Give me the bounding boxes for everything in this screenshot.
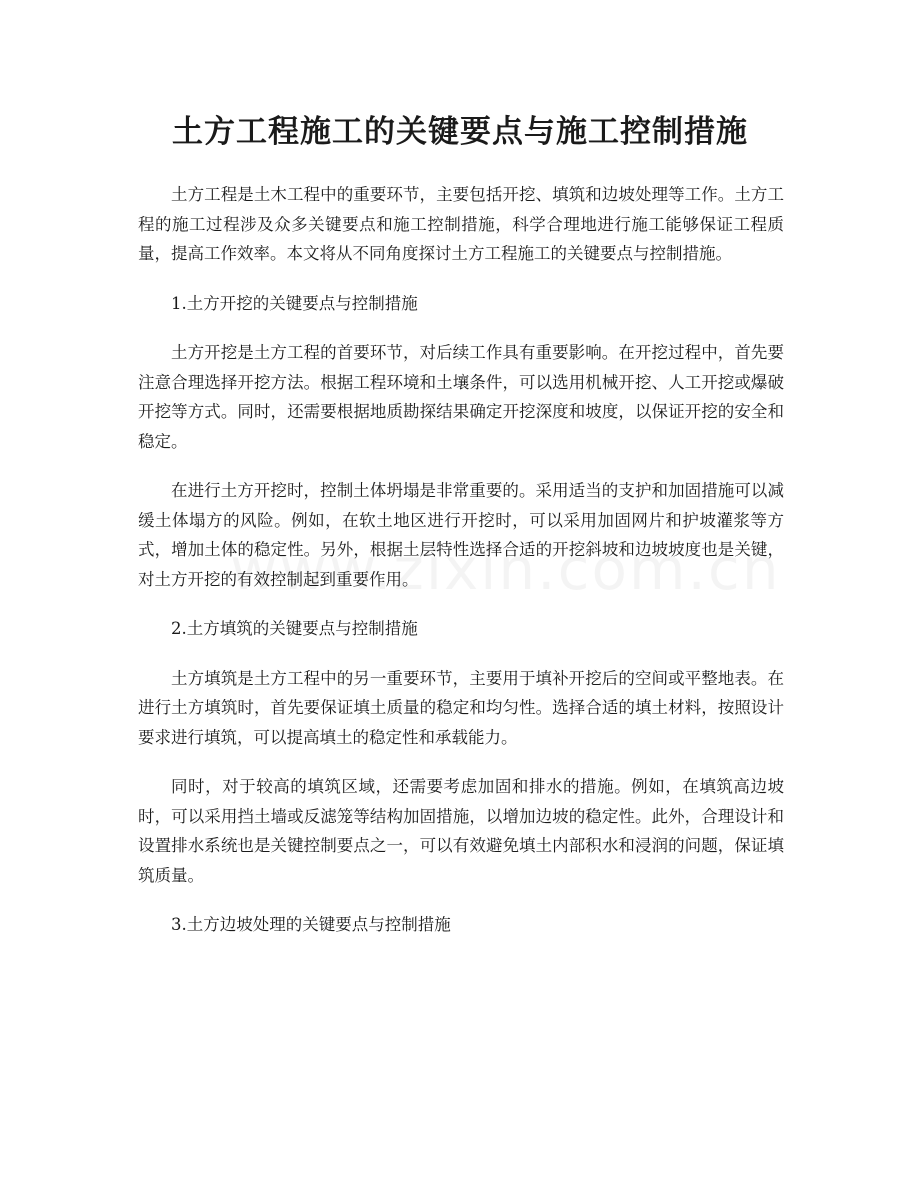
section-2-paragraph-2: 同时，对于较高的填筑区域，还需要考虑加固和排水的措施。例如，在填筑高边坡时，可以采用挡土墙或反滤笼等结构加固措施，以增加边坡的稳定性。此外，合理设计和设置排水系统也是关键控制要点之一，可以有效避免填土内部积水和浸润的问题，保证填筑质量。: [138, 777, 784, 885]
document-body: [138, 180, 784, 960]
section-2-heading: 2.土方填筑的关键要点与控制措施: [171, 619, 418, 638]
section-1-heading: 1.土方开挖的关键要点与控制措施: [171, 293, 418, 313]
section-1-paragraph-2: 在进行土方开挖时，控制土体坍塌是非常重要的。采用适当的支护和加固措施可以减缓土体塌方的风险。例如，在软土地区进行开挖时，可以采用加固网片和护坡灌浆等方式，增加土体的稳定性。另外，根据土层特性选择合适的开挖斜坡和边坡坡度也是关键，对土方开挖的有效控制起到重要作用。: [138, 481, 784, 589]
section-3-heading: 3.土方边坡处理的关键要点与控制措施: [171, 915, 451, 934]
section-1-paragraph-1: 土方开挖是土方工程的首要环节，对后续工作具有重要影响。在开挖过程中，首先要注意合理选择开挖方法。根据工程环境和土壤条件，可以选用机械开挖、人工开挖或爆破开挖等方式。同时，还需要根据地质勘探结果确定开挖深度和坡度，以保证开挖的安全和稳定。: [138, 343, 784, 451]
document-title: 土方工程施工的关键要点与施工控制措施: [172, 114, 748, 150]
section-2-paragraph-1: 土方填筑是土方工程中的另一重要环节，主要用于填补开挖后的空间或平整地表。在进行土方填筑时，首先要保证填土质量的稳定和均匀性。选择合适的填土材料，按照设计要求进行填筑，可以提高填土的稳定性和承载能力。: [138, 668, 784, 747]
intro-paragraph: 土方工程是土木工程中的重要环节，主要包括开挖、填筑和边坡处理等工作。土方工程的施工过程涉及众多关键要点和施工控制措施，科学合理地进行施工能够保证工程质量，提高工作效率。本文将从不同角度探讨土方工程施工的关键要点与控制措施。: [138, 185, 784, 263]
